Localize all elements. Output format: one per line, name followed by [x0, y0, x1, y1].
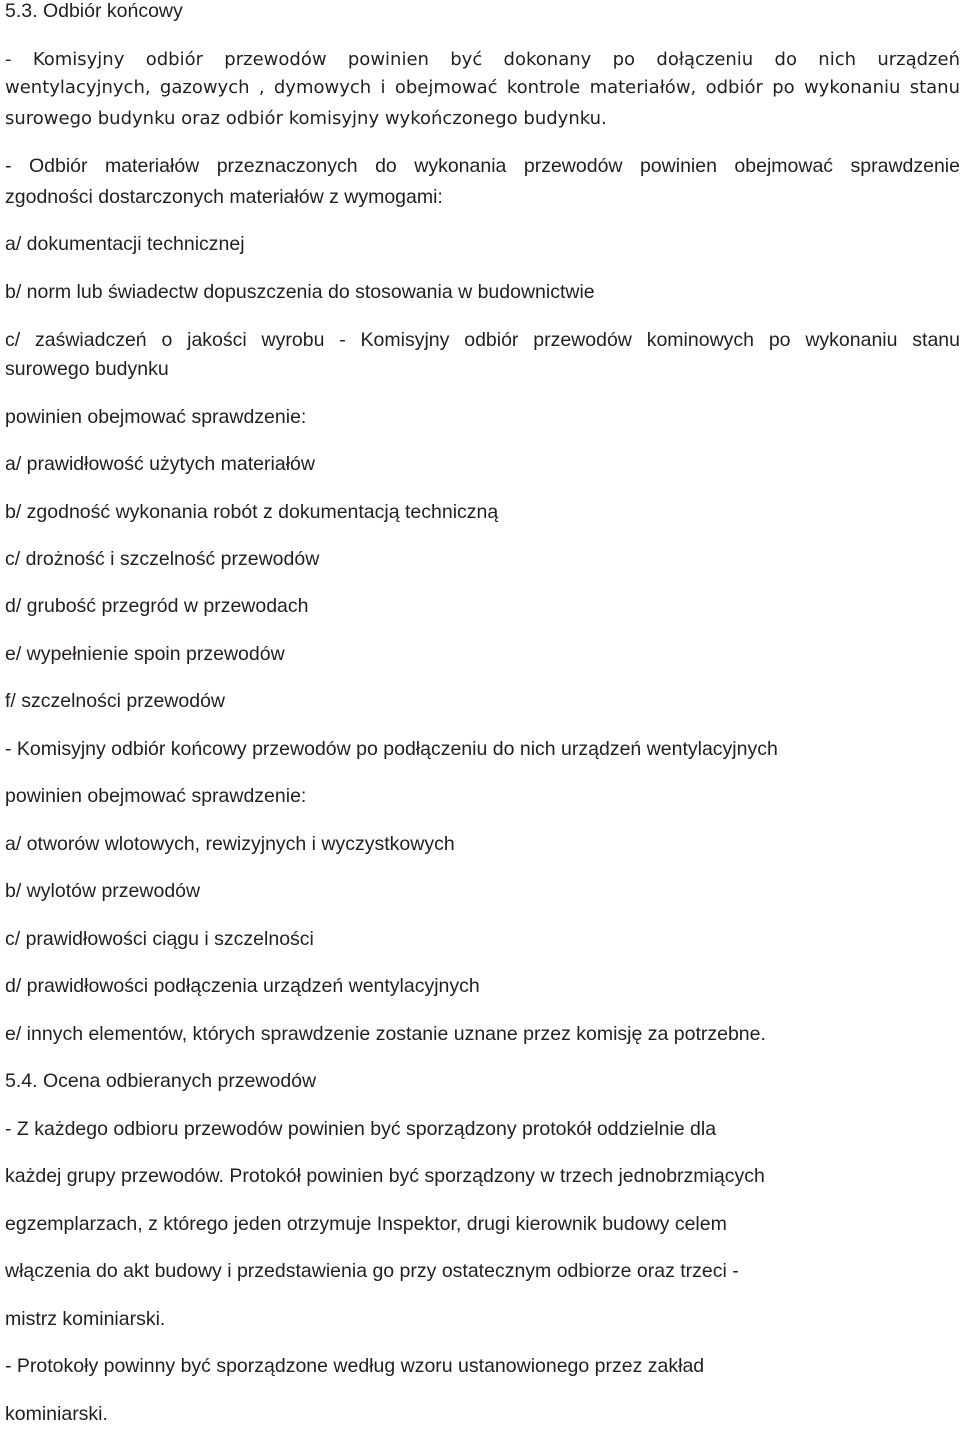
- paragraph-line: zgodności dostarczonych materiałów z wymogami:: [5, 186, 443, 208]
- paragraph-line: mistrz kominiarski.: [5, 1308, 166, 1330]
- paragraph-line: surowego budynku oraz odbiór komisyjny wykończonego budynku.: [5, 108, 607, 129]
- paragraph-line: - Komisyjny odbiór końcowy przewodów po podłączeniu do nich urządzeń wentylacyjnych: [5, 738, 778, 760]
- paragraph-line: - Odbiór materiałów przeznaczonych do wykonania przewodów powinien obejmować sprawdzenie: [5, 155, 960, 177]
- paragraph-line: kominiarski.: [5, 1403, 108, 1425]
- list-item: d/ grubość przegród w przewodach: [5, 595, 309, 617]
- section-heading-5-3: 5.3. Odbiór końcowy: [5, 0, 183, 22]
- paragraph-line: - Z każdego odbioru przewodów powinien być sporządzony protokół oddzielnie dla: [5, 1118, 717, 1140]
- list-item: c/ drożność i szczelność przewodów: [5, 548, 320, 570]
- section-heading-5-4: 5.4. Ocena odbieranych przewodów: [5, 1070, 317, 1092]
- list-item: surowego budynku: [5, 358, 169, 380]
- paragraph-line: każdej grupy przewodów. Protokół powinien być sporządzony w trzech jednobrzmiących: [5, 1165, 765, 1187]
- list-item: a/ prawidłowość użytych materiałów: [5, 453, 315, 475]
- list-item: f/ szczelności przewodów: [5, 690, 226, 712]
- list-item: e/ innych elementów, których sprawdzenie zostanie uznane przez komisję za potrzebne.: [5, 1023, 766, 1045]
- paragraph-line: - Komisyjny odbiór przewodów powinien być dokonany po dołączeniu do nich urządzeń: [5, 49, 960, 70]
- list-item: c/ zaświadczeń o jakości wyrobu - Komisyjny odbiór przewodów kominowych po wykonaniu stanu: [5, 329, 960, 351]
- list-item: b/ wylotów przewodów: [5, 880, 201, 902]
- list-item: d/ prawidłowości podłączenia urządzeń wentylacyjnych: [5, 975, 480, 997]
- list-item: b/ zgodność wykonania robót z dokumentacją techniczną: [5, 501, 499, 523]
- list-item: a/ dokumentacji technicznej: [5, 233, 245, 255]
- list-intro: powinien obejmować sprawdzenie:: [5, 406, 307, 428]
- list-item: b/ norm lub świadectw dopuszczenia do stosowania w budownictwie: [5, 281, 595, 303]
- paragraph-line: wentylacyjnych, gazowych , dymowych i obejmować kontrole materiałów, odbiór po wykonaniu stanu: [5, 77, 960, 98]
- paragraph-line: włączenia do akt budowy i przedstawienia go przy ostatecznym odbiorze oraz trzeci -: [5, 1260, 739, 1282]
- list-intro: powinien obejmować sprawdzenie:: [5, 785, 307, 807]
- list-item: a/ otworów wlotowych, rewizyjnych i wyczystkowych: [5, 833, 455, 855]
- list-item: c/ prawidłowości ciągu i szczelności: [5, 928, 314, 950]
- list-item: e/ wypełnienie spoin przewodów: [5, 643, 285, 665]
- paragraph-line: - Protokoły powinny być sporządzone według wzoru ustanowionego przez zakład: [5, 1355, 705, 1377]
- paragraph-line: egzemplarzach, z którego jeden otrzymuje Inspektor, drugi kierownik budowy celem: [5, 1213, 727, 1235]
